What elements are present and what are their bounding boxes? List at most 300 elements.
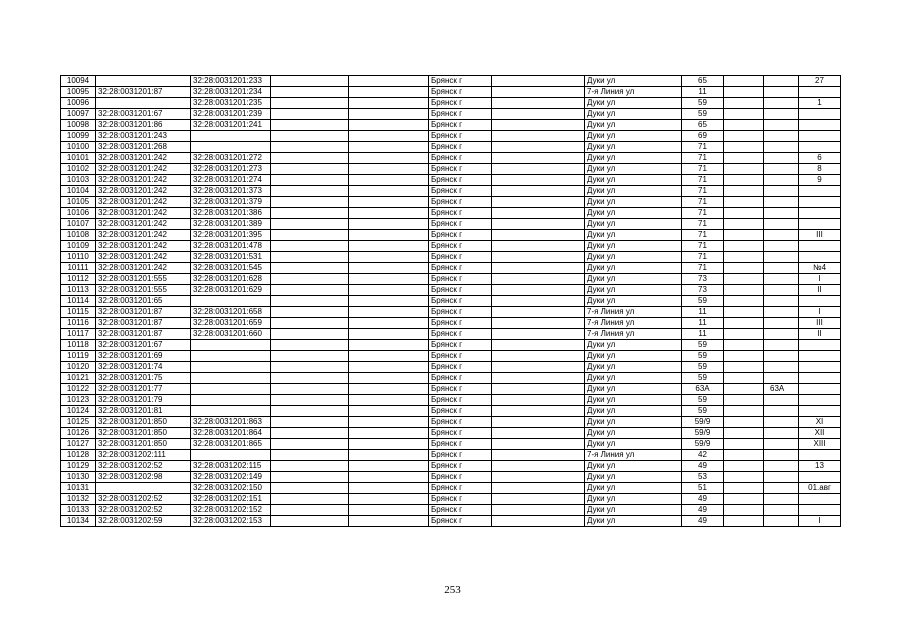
table-cell [492, 384, 585, 395]
table-cell: 32:28:0031202:52 [96, 505, 191, 516]
table-cell: 32:28:0031201:478 [191, 241, 271, 252]
table-cell [764, 142, 799, 153]
table-cell [764, 516, 799, 527]
table-cell [349, 516, 429, 527]
table-cell [492, 373, 585, 384]
table-cell: 32:28:0031201:242 [96, 175, 191, 186]
table-cell: 32:28:0031202:52 [96, 461, 191, 472]
table-cell [764, 417, 799, 428]
table-cell: 53 [682, 472, 724, 483]
table-cell [271, 98, 349, 109]
table-cell [799, 450, 841, 461]
table-cell [764, 285, 799, 296]
table-cell: 32:28:0031201:864 [191, 428, 271, 439]
table-cell [492, 263, 585, 274]
table-cell [271, 186, 349, 197]
table-cell: 10111 [61, 263, 96, 274]
table-cell: Брянск г [429, 153, 492, 164]
table-cell [271, 76, 349, 87]
table-cell: 32:28:0031201:555 [96, 274, 191, 285]
table-cell: 10107 [61, 219, 96, 230]
table-cell: 32:28:0031201:395 [191, 230, 271, 241]
table-cell: 32:28:0031201:386 [191, 208, 271, 219]
table-cell: 10114 [61, 296, 96, 307]
table-row [61, 318, 841, 329]
table-cell [799, 197, 841, 208]
table-cell [764, 406, 799, 417]
table-cell: 32:28:0031201:242 [96, 208, 191, 219]
table-cell [349, 428, 429, 439]
table-cell [799, 219, 841, 230]
table-cell: 10101 [61, 153, 96, 164]
table-cell [764, 109, 799, 120]
table-cell: 32:28:0031201:87 [96, 87, 191, 98]
table-cell [349, 461, 429, 472]
table-cell: Брянск г [429, 406, 492, 417]
table-row [61, 230, 841, 241]
table-cell [492, 109, 585, 120]
table-cell: 7-я Линия ул [585, 318, 682, 329]
table-row [61, 494, 841, 505]
table-cell [349, 483, 429, 494]
table-cell: I [799, 307, 841, 318]
table-cell [492, 98, 585, 109]
table-cell [349, 340, 429, 351]
table-cell: Дуки ул [585, 439, 682, 450]
table-cell [349, 219, 429, 230]
table-cell [349, 329, 429, 340]
table-cell: 1 [799, 98, 841, 109]
table-cell [271, 142, 349, 153]
table-row [61, 186, 841, 197]
table-cell [492, 175, 585, 186]
table-cell [191, 450, 271, 461]
table-cell [492, 153, 585, 164]
table-cell: Брянск г [429, 417, 492, 428]
table-row [61, 164, 841, 175]
table-cell: 71 [682, 208, 724, 219]
table-cell [191, 142, 271, 153]
table-row [61, 76, 841, 87]
table-row [61, 450, 841, 461]
table-cell [349, 230, 429, 241]
table-cell: Брянск г [429, 241, 492, 252]
registry-table [60, 75, 841, 527]
table-cell [349, 175, 429, 186]
table-cell: Брянск г [429, 450, 492, 461]
table-cell: 10109 [61, 241, 96, 252]
table-cell [799, 384, 841, 395]
table-row [61, 197, 841, 208]
table-row [61, 263, 841, 274]
table-cell [271, 296, 349, 307]
table-cell [724, 164, 764, 175]
table-cell [764, 241, 799, 252]
table-cell: 32:28:0031201:629 [191, 285, 271, 296]
table-cell: Дуки ул [585, 219, 682, 230]
table-cell: 32:28:0031201:865 [191, 439, 271, 450]
table-cell: 42 [682, 450, 724, 461]
table-cell [191, 395, 271, 406]
table-cell [724, 142, 764, 153]
table-cell [724, 109, 764, 120]
table-cell: 7-я Линия ул [585, 307, 682, 318]
table-cell: 32:28:0031201:242 [96, 186, 191, 197]
table-cell [724, 120, 764, 131]
table-cell: Дуки ул [585, 373, 682, 384]
table-cell [96, 76, 191, 87]
table-cell: 10110 [61, 252, 96, 263]
table-cell [764, 351, 799, 362]
table-cell [724, 131, 764, 142]
table-cell [724, 307, 764, 318]
table-cell: 59 [682, 340, 724, 351]
table-cell [724, 318, 764, 329]
table-cell [271, 450, 349, 461]
table-cell: Дуки ул [585, 142, 682, 153]
table-cell [764, 340, 799, 351]
table-cell [799, 296, 841, 307]
table-cell [349, 241, 429, 252]
table-cell: 71 [682, 263, 724, 274]
table-cell: Дуки ул [585, 384, 682, 395]
table-cell: XII [799, 428, 841, 439]
table-cell [271, 285, 349, 296]
table-row [61, 252, 841, 263]
table-cell [764, 439, 799, 450]
table-cell [724, 450, 764, 461]
table-cell: 32:28:0031201:658 [191, 307, 271, 318]
table-cell [349, 252, 429, 263]
table-cell: 32:28:0031202:98 [96, 472, 191, 483]
table-cell: 10097 [61, 109, 96, 120]
table-cell [349, 417, 429, 428]
table-cell [349, 384, 429, 395]
table-cell: Дуки ул [585, 197, 682, 208]
table-cell [349, 208, 429, 219]
table-cell [492, 307, 585, 318]
table-cell [764, 175, 799, 186]
table-cell [764, 263, 799, 274]
table-cell: Брянск г [429, 340, 492, 351]
table-cell: 71 [682, 186, 724, 197]
table-cell: Брянск г [429, 285, 492, 296]
table-cell: 59 [682, 362, 724, 373]
table-cell: Брянск г [429, 87, 492, 98]
table-cell: 10099 [61, 131, 96, 142]
table-cell [349, 285, 429, 296]
table-cell: 10128 [61, 450, 96, 461]
table-cell [492, 186, 585, 197]
table-cell [764, 153, 799, 164]
table-cell: Брянск г [429, 230, 492, 241]
table-cell [492, 406, 585, 417]
table-cell: Дуки ул [585, 186, 682, 197]
table-cell: 32:28:0031201:81 [96, 406, 191, 417]
table-cell: 32:28:0031202:115 [191, 461, 271, 472]
table-cell: 10130 [61, 472, 96, 483]
table-cell [799, 120, 841, 131]
table-cell: 32:28:0031202:153 [191, 516, 271, 527]
table-cell [492, 230, 585, 241]
table-cell [799, 142, 841, 153]
table-cell: Дуки ул [585, 406, 682, 417]
table-cell [724, 263, 764, 274]
table-cell [724, 505, 764, 516]
table-cell [271, 131, 349, 142]
table-cell [724, 153, 764, 164]
table-cell: Брянск г [429, 98, 492, 109]
table-cell [764, 395, 799, 406]
table-cell [724, 285, 764, 296]
table-cell [799, 186, 841, 197]
table-cell [349, 395, 429, 406]
table-cell: Дуки ул [585, 98, 682, 109]
table-cell [349, 87, 429, 98]
table-cell: 10124 [61, 406, 96, 417]
table-cell [799, 109, 841, 120]
table-cell [492, 439, 585, 450]
table-cell: 32:28:0031201:242 [96, 197, 191, 208]
table-cell: 32:28:0031201:272 [191, 153, 271, 164]
table-cell: Брянск г [429, 219, 492, 230]
table-cell: 7-я Линия ул [585, 87, 682, 98]
table-row [61, 395, 841, 406]
table-cell [492, 417, 585, 428]
table-cell [492, 516, 585, 527]
table-cell [271, 461, 349, 472]
table-cell: 13 [799, 461, 841, 472]
table-cell [724, 516, 764, 527]
table-cell [799, 87, 841, 98]
table-cell: Дуки ул [585, 472, 682, 483]
table-cell: 32:28:0031201:86 [96, 120, 191, 131]
table-cell [271, 241, 349, 252]
table-cell: 71 [682, 219, 724, 230]
table-cell [492, 197, 585, 208]
table-cell [271, 307, 349, 318]
table-cell [799, 351, 841, 362]
table-cell [349, 450, 429, 461]
table-cell: 32:28:0031202:59 [96, 516, 191, 527]
table-cell [271, 417, 349, 428]
table-body [61, 76, 841, 527]
table-cell [724, 428, 764, 439]
table-cell: 69 [682, 131, 724, 142]
table-cell [724, 76, 764, 87]
table-cell: 10104 [61, 186, 96, 197]
table-cell [724, 351, 764, 362]
table-cell: 49 [682, 516, 724, 527]
table-cell [271, 318, 349, 329]
table-cell [764, 87, 799, 98]
table-cell: 01.авг [799, 483, 841, 494]
table-cell: 71 [682, 197, 724, 208]
table-cell [271, 263, 349, 274]
table-cell: 32:28:0031201:243 [96, 131, 191, 142]
table-cell: Брянск г [429, 362, 492, 373]
table-cell: Дуки ул [585, 461, 682, 472]
table-cell [191, 406, 271, 417]
table-cell: 11 [682, 87, 724, 98]
table-cell: Дуки ул [585, 395, 682, 406]
table-row [61, 241, 841, 252]
table-cell: 65 [682, 76, 724, 87]
table-cell: 32:28:0031201:67 [96, 340, 191, 351]
table-cell [724, 98, 764, 109]
table-cell: 10118 [61, 340, 96, 351]
table-cell: Дуки ул [585, 296, 682, 307]
table-cell: Брянск г [429, 274, 492, 285]
table-cell: II [799, 285, 841, 296]
table-row [61, 439, 841, 450]
table-cell [764, 505, 799, 516]
table-cell [349, 505, 429, 516]
table-cell: 32:28:0031201:850 [96, 417, 191, 428]
table-cell [799, 241, 841, 252]
table-cell [724, 186, 764, 197]
table-cell [724, 395, 764, 406]
table-cell: 59 [682, 98, 724, 109]
table-cell [799, 340, 841, 351]
table-cell: 32:28:0031201:242 [96, 230, 191, 241]
table-cell: Дуки ул [585, 483, 682, 494]
table-cell [349, 406, 429, 417]
table-cell [492, 164, 585, 175]
table-cell [799, 373, 841, 384]
table-cell: 32:28:0031201:242 [96, 263, 191, 274]
table-cell: 49 [682, 494, 724, 505]
table-cell: Брянск г [429, 307, 492, 318]
table-cell [271, 373, 349, 384]
table-cell: III [799, 230, 841, 241]
table-cell: 10125 [61, 417, 96, 428]
table-cell [271, 351, 349, 362]
table-cell [271, 120, 349, 131]
table-row [61, 98, 841, 109]
table-cell [271, 406, 349, 417]
table-row [61, 340, 841, 351]
table-cell: Брянск г [429, 505, 492, 516]
table-cell [349, 197, 429, 208]
table-cell: 10102 [61, 164, 96, 175]
table-cell: 10120 [61, 362, 96, 373]
table-cell: 6 [799, 153, 841, 164]
table-cell [349, 109, 429, 120]
table-cell [492, 505, 585, 516]
table-row [61, 208, 841, 219]
table-cell [271, 472, 349, 483]
table-cell: 59 [682, 406, 724, 417]
table-cell: 10108 [61, 230, 96, 241]
table-cell [724, 417, 764, 428]
table-cell [271, 439, 349, 450]
table-cell: Дуки ул [585, 241, 682, 252]
table-cell: 32:28:0031201:628 [191, 274, 271, 285]
table-cell [271, 208, 349, 219]
table-cell: Брянск г [429, 384, 492, 395]
table-cell [764, 483, 799, 494]
table-row [61, 329, 841, 340]
table-cell [724, 494, 764, 505]
table-cell: 32:28:0031202:152 [191, 505, 271, 516]
table-cell: 63А [764, 384, 799, 395]
table-cell: Брянск г [429, 186, 492, 197]
table-row [61, 142, 841, 153]
table-cell: 10127 [61, 439, 96, 450]
table-cell: 32:28:0031201:373 [191, 186, 271, 197]
table-cell [492, 351, 585, 362]
table-cell [492, 252, 585, 263]
table-cell: Брянск г [429, 263, 492, 274]
table-cell: 32:28:0031201:268 [96, 142, 191, 153]
table-cell: 32:28:0031201:531 [191, 252, 271, 263]
table-cell: Дуки ул [585, 153, 682, 164]
table-cell: 10094 [61, 76, 96, 87]
table-cell: 32:28:0031201:242 [96, 153, 191, 164]
table-cell: Дуки ул [585, 494, 682, 505]
table-cell: 7-я Линия ул [585, 450, 682, 461]
table-cell: Брянск г [429, 516, 492, 527]
table-cell: 32:28:0031201:850 [96, 439, 191, 450]
table-row [61, 406, 841, 417]
table-cell [349, 296, 429, 307]
table-cell [764, 230, 799, 241]
table-row [61, 428, 841, 439]
table-cell [764, 329, 799, 340]
table-cell [764, 197, 799, 208]
table-cell: 32:28:0031201:273 [191, 164, 271, 175]
table-cell [349, 307, 429, 318]
table-cell: 65 [682, 120, 724, 131]
table-cell [271, 197, 349, 208]
table-row [61, 461, 841, 472]
table-cell: 10112 [61, 274, 96, 285]
table-cell [492, 285, 585, 296]
table-cell [271, 516, 349, 527]
table-cell [492, 483, 585, 494]
table-cell [271, 175, 349, 186]
table-cell [764, 362, 799, 373]
table-cell: Дуки ул [585, 285, 682, 296]
table-cell: Дуки ул [585, 208, 682, 219]
table-cell [349, 142, 429, 153]
table-cell [349, 263, 429, 274]
table-cell: 10115 [61, 307, 96, 318]
table-cell: Брянск г [429, 197, 492, 208]
table-cell: 10134 [61, 516, 96, 527]
table-cell [492, 208, 585, 219]
table-cell [191, 340, 271, 351]
table-cell [799, 208, 841, 219]
table-cell [492, 461, 585, 472]
table-cell [764, 186, 799, 197]
table-cell [764, 274, 799, 285]
table-cell: 32:28:0031201:69 [96, 351, 191, 362]
table-cell [349, 472, 429, 483]
table-cell [349, 131, 429, 142]
table-row [61, 351, 841, 362]
table-cell: Брянск г [429, 296, 492, 307]
table-cell: Брянск г [429, 329, 492, 340]
table-cell [764, 98, 799, 109]
table-cell: 32:28:0031201:379 [191, 197, 271, 208]
table-cell: Брянск г [429, 175, 492, 186]
table-cell [799, 395, 841, 406]
table-cell: 32:28:0031201:242 [96, 164, 191, 175]
table-row [61, 153, 841, 164]
table-cell: XIII [799, 439, 841, 450]
